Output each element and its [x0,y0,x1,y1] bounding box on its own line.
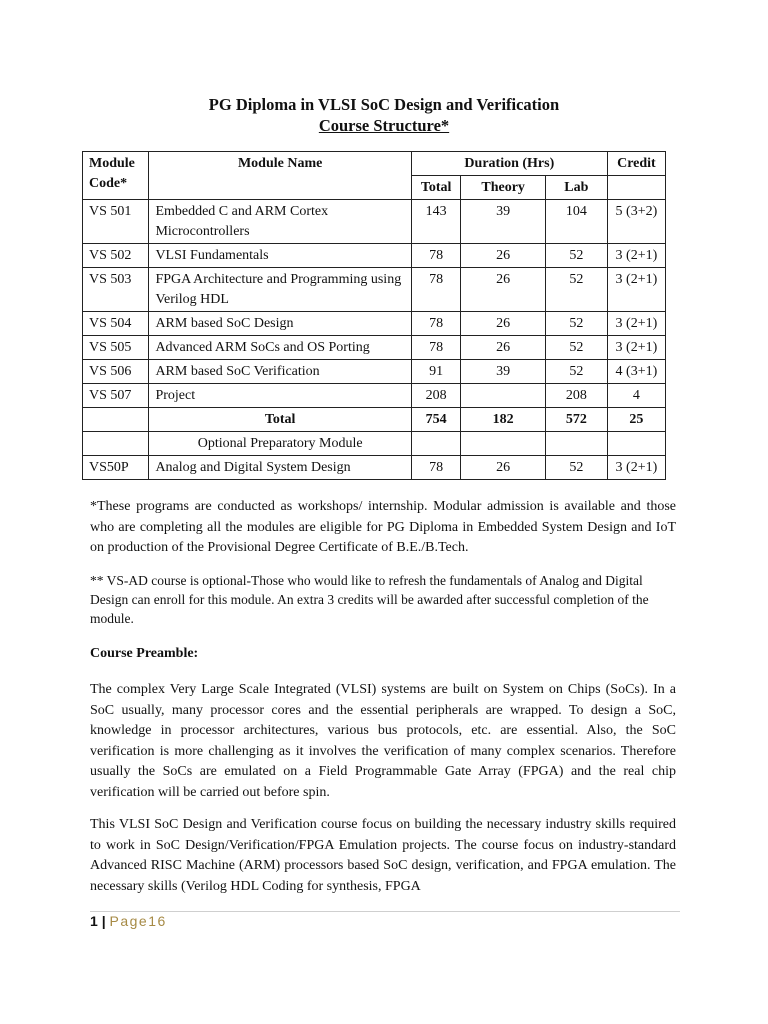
footnote-optional-course: ** VS-AD course is optional-Those who would like to refresh the fundamentals of Analog and Digital Design can enroll for this module. An extra 3 credits will be awarded after successful completion of the module. [90,573,649,626]
cell-total: 78 [411,244,461,268]
cell-credit: 3 (2+1) [607,336,665,360]
cell-theory [461,384,545,408]
cell-blank [411,432,461,456]
cell-lab: 52 [545,456,607,480]
cell-credit: 4 [607,384,665,408]
header-module-code: Module Code* [83,152,149,200]
table-row [83,360,666,384]
header-theory: Theory [461,176,545,200]
cell-code: VS 505 [83,336,149,360]
table-row [83,336,666,360]
preamble-paragraph-2: This VLSI SoC Design and Verification course focus on building the necessary industry skills required to work in SoC Design/Verification/FPGA Emulation projects. The course focus on industry-standard Advanced RISC Machine (ARM) processors based SoC design, verification, and FPGA emulation. The necessary skills (Verilog HDL Coding for synthesis, FPGA [90,817,676,894]
cell-credit: 4 (3+1) [607,360,665,384]
cell-lab: 52 [545,244,607,268]
cell-theory: 26 [461,268,545,312]
total-theory: 182 [461,408,545,432]
cell-credit: 3 (2+1) [607,312,665,336]
total-label: Total [149,408,411,432]
table-row [83,456,666,480]
footnote-programs: *These programs are conducted as workshops/ internship. Modular admission is available and those who are completing all the modules are eligible for PG Diploma in Embedded System Design and IoT on production of the Provisional Degree Certificate of B.E./B.Tech. [90,499,676,555]
page-footer [90,913,167,929]
footer-divider [90,911,680,912]
header-credit-blank [607,176,665,200]
cell-lab: 52 [545,360,607,384]
cell-name: Advanced ARM SoCs and OS Porting [149,336,411,360]
table-row [83,312,666,336]
cell-code: VS 501 [83,200,149,244]
page-number: 1 [90,913,98,929]
header-duration: Duration (Hrs) [411,152,607,176]
title-line-1: PG Diploma in VLSI SoC Design and Verification [208,95,560,114]
cell-lab: 52 [545,312,607,336]
cell-total: 91 [411,360,461,384]
header-lab: Lab [545,176,607,200]
cell-name: ARM based SoC Verification [149,360,411,384]
cell-blank [461,432,545,456]
preamble-heading: Course Preamble: [90,646,199,661]
table-total-row [83,408,666,432]
cell-code-blank [83,408,149,432]
total-hours: 754 [411,408,461,432]
cell-theory: 39 [461,360,545,384]
cell-theory: 26 [461,336,545,360]
table-row [83,384,666,408]
cell-total: 78 [411,312,461,336]
cell-name: Project [149,384,411,408]
title-line-2: Course Structure* [318,116,450,135]
cell-code: VS 504 [83,312,149,336]
cell-credit: 5 (3+2) [607,200,665,244]
cell-total: 78 [411,456,461,480]
cell-theory: 26 [461,244,545,268]
header-module-name: Module Name [149,152,411,200]
cell-code: VS 503 [83,268,149,312]
cell-total: 143 [411,200,461,244]
cell-credit: 3 (2+1) [607,456,665,480]
page-label: Page16 [109,913,167,929]
footer-separator: | [101,913,106,929]
cell-total: 78 [411,268,461,312]
header-credit: Credit [607,152,665,176]
cell-code: VS 502 [83,244,149,268]
cell-code: VS50P [83,456,149,480]
header-total: Total [411,176,461,200]
total-credit: 25 [607,408,665,432]
cell-theory: 39 [461,200,545,244]
cell-lab: 52 [545,268,607,312]
table-row [83,268,666,312]
cell-blank [607,432,665,456]
cell-code: VS 506 [83,360,149,384]
cell-code: VS 507 [83,384,149,408]
document-title [0,94,768,136]
table-row [83,200,666,244]
course-structure-table [82,151,666,480]
cell-lab: 208 [545,384,607,408]
total-lab: 572 [545,408,607,432]
cell-blank [545,432,607,456]
optional-module-label: Optional Preparatory Module [149,432,411,456]
table-row [83,244,666,268]
table-header-row [83,152,666,176]
cell-lab: 52 [545,336,607,360]
cell-code-blank [83,432,149,456]
cell-name: VLSI Fundamentals [149,244,411,268]
cell-name: FPGA Architecture and Programming using Verilog HDL [149,268,411,312]
cell-total: 208 [411,384,461,408]
preamble-paragraph-1: The complex Very Large Scale Integrated (VLSI) systems are built on System on Chips (SoCs). In a SoC usually, many processor cores and the essential peripherals are wrapped. To design a SoC, knowledge in processor architectures, various bus protocols, etc. are essential. Also, the SoC verification is more challenging as it involves the verification of many complex scenarios. Therefore usually the SoCs are emulated on a Field Programmable Gate Array (FPGA) and the real chip verification will be carried out before spin. [90,682,676,800]
cell-name: ARM based SoC Design [149,312,411,336]
cell-theory: 26 [461,312,545,336]
cell-total: 78 [411,336,461,360]
cell-name: Embedded C and ARM Cortex Microcontrollers [149,200,411,244]
cell-theory: 26 [461,456,545,480]
cell-name: Analog and Digital System Design [149,456,411,480]
optional-module-header-row [83,432,666,456]
cell-credit: 3 (2+1) [607,244,665,268]
cell-credit: 3 (2+1) [607,268,665,312]
cell-lab: 104 [545,200,607,244]
